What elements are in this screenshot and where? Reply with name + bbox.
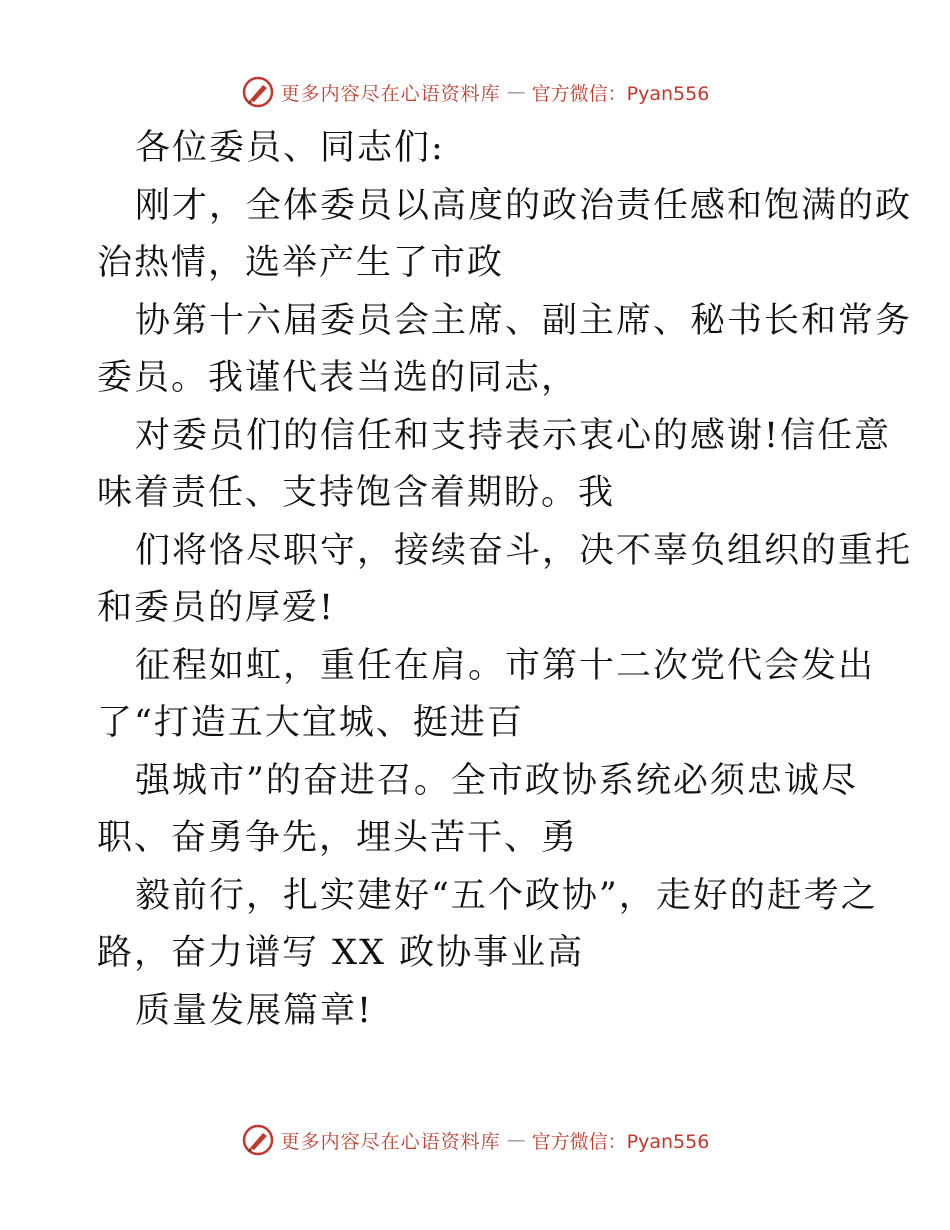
banner-separator: —: [506, 1129, 526, 1151]
header-banner: [0, 72, 950, 112]
document-body: [97, 120, 913, 1040]
footer-banner: [0, 1120, 950, 1160]
paragraph-line: 征程如虹，重任在肩。市第十二次党代会发出: [135, 645, 876, 686]
paragraph-line: 委员。我谨代表当选的同志，: [97, 358, 579, 398]
paragraph-line: 们将恪尽职守，接续奋斗，决不辜负组织的重托: [135, 530, 913, 571]
paragraph-line: 各位委员、同志们:: [135, 128, 445, 168]
paragraph-line: 对委员们的信任和支持表示衷心的感谢!信任意: [135, 415, 892, 456]
paragraph-line: 治热情，选举产生了市政: [97, 243, 505, 283]
paragraph-line: 毅前行，扎实建好“五个政协”，走好的赶考之: [135, 875, 878, 916]
paragraph-line: 味着责任、支持饱含着期盼。我: [97, 473, 616, 513]
banner-text: 更多内容尽在心语资料库: [280, 1130, 501, 1153]
paragraph-line: 了“打造五大宜城、挺进百: [97, 703, 524, 743]
banner-wechat: 官方微信：Pyan556: [531, 82, 710, 105]
banner-text: 更多内容尽在心语资料库: [280, 82, 501, 105]
paragraph-line: 强城市”的奋进召。全市政协系统必须忠诚尽: [135, 760, 858, 801]
paragraph-line: 刚才，全体委员以高度的政治责任感和饱满的政: [135, 185, 913, 226]
pen-logo-icon: [241, 75, 275, 109]
banner-wechat: 官方微信：Pyan556: [531, 1130, 710, 1153]
banner-separator: —: [506, 81, 526, 103]
paragraph-line: 路，奋力谱写 XX 政协事业高: [97, 933, 585, 973]
paragraph-line: 和委员的厚爱!: [97, 588, 336, 628]
paragraph-line: 协第十六届委员会主席、副主席、秘书长和常务: [135, 300, 913, 341]
paragraph-line: 职、奋勇争先，埋头苦干、勇: [97, 818, 579, 858]
pen-logo-icon: [241, 1123, 275, 1157]
paragraph-line: 质量发展篇章!: [135, 990, 374, 1031]
